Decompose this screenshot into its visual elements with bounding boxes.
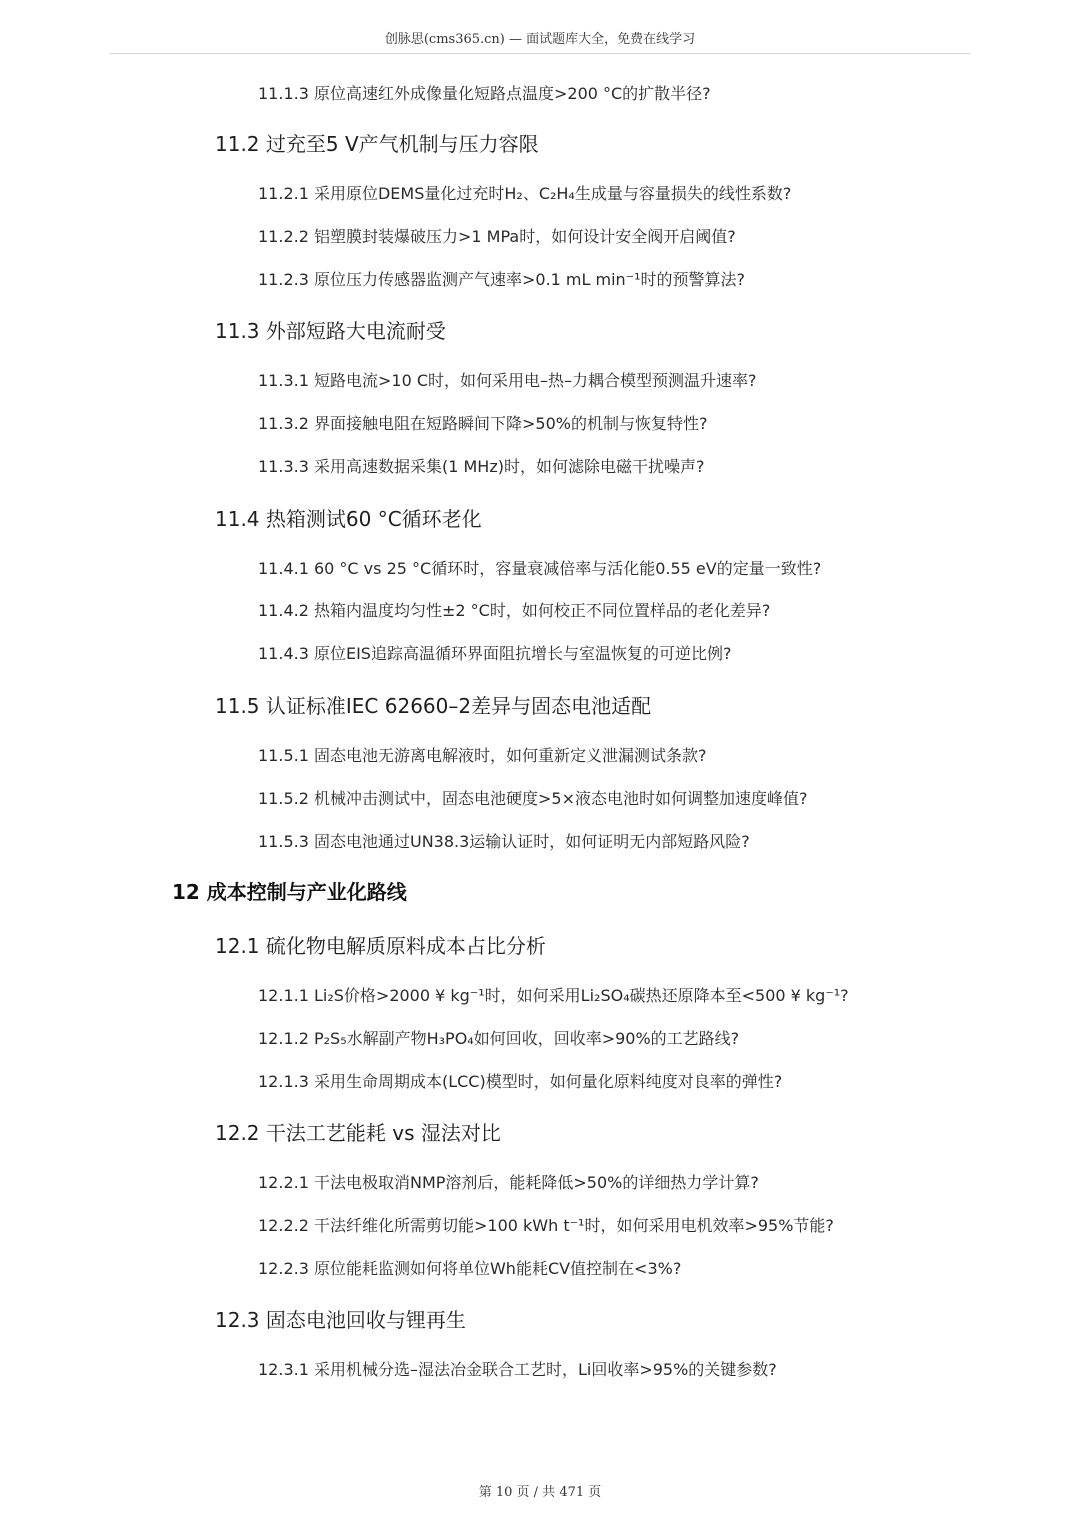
question-12-2-3: 12.2.3 原位能耗监测如何将单位Wh能耗CV值控制在<3%? (258, 1259, 682, 1278)
question-12-1-1: 12.1.1 Li₂S价格>2000 ¥ kg⁻¹时，如何采用Li₂SO₄碳热还原降本至<500 ¥ kg⁻¹? (258, 986, 849, 1005)
question-11-3-1: 11.3.1 短路电流>10 C时，如何采用电–热–力耦合模型预测温升速率? (258, 371, 757, 390)
question-11-5-3: 11.5.3 固态电池通过UN38.3运输认证时，如何证明无内部短路风险? (258, 832, 750, 851)
question-11-2-3: 11.2.3 原位压力传感器监测产气速率>0.1 mL min⁻¹时的预警算法? (258, 270, 746, 289)
question-11-2-1: 11.2.1 采用原位DEMS量化过充时H₂、C₂H₄生成量与容量损失的线性系数? (258, 184, 792, 203)
question-12-1-2: 12.1.2 P₂S₅水解副产物H₃PO₄如何回收，回收率>90%的工艺路线? (258, 1029, 740, 1048)
section-heading-12-1: 12.1 硫化物电解质原料成本占比分析 (215, 934, 546, 958)
section-heading-11-3: 11.3 外部短路大电流耐受 (215, 319, 446, 343)
question-11-2-2: 11.2.2 铝塑膜封装爆破压力>1 MPa时，如何设计安全阀开启阈值? (258, 227, 736, 246)
header-divider (110, 53, 970, 54)
question-12-1-3: 12.1.3 采用生命周期成本(LCC)模型时，如何量化原料纯度对良率的弹性? (258, 1072, 783, 1091)
chapter-heading-12: 12 成本控制与产业化路线 (172, 880, 407, 904)
question-11-4-1: 11.4.1 60 °C vs 25 °C循环时，容量衰减倍率与活化能0.55 eV的定量一致性? (258, 559, 822, 578)
section-heading-11-4: 11.4 热箱测试60 °C循环老化 (215, 507, 482, 531)
question-12-3-1: 12.3.1 采用机械分选–湿法冶金联合工艺时，Li回收率>95%的关键参数? (258, 1360, 777, 1379)
question-12-2-2: 12.2.2 干法纤维化所需剪切能>100 kWh t⁻¹时，如何采用电机效率>95%节能? (258, 1216, 834, 1235)
question-12-2-1: 12.2.1 干法电极取消NMP溶剂后，能耗降低>50%的详细热力学计算? (258, 1173, 759, 1192)
page-footer: 第 10 页 / 共 471 页 (478, 1485, 602, 1500)
question-11-1-3: 11.1.3 原位高速红外成像量化短路点温度>200 °C的扩散半径? (258, 84, 711, 103)
question-11-5-1: 11.5.1 固态电池无游离电解液时，如何重新定义泄漏测试条款? (258, 746, 707, 765)
section-heading-11-2: 11.2 过充至5 V产气机制与压力容限 (215, 132, 539, 156)
question-11-3-2: 11.3.2 界面接触电阻在短路瞬间下降>50%的机制与恢复特性? (258, 414, 708, 433)
question-11-5-2: 11.5.2 机械冲击测试中，固态电池硬度>5×液态电池时如何调整加速度峰值? (258, 789, 808, 808)
section-heading-11-5: 11.5 认证标准IEC 62660–2差异与固态电池适配 (215, 694, 652, 718)
question-11-4-2: 11.4.2 热箱内温度均匀性±2 °C时，如何校正不同位置样品的老化差异? (258, 601, 771, 620)
page-header: 创脉思(cms365.cn) — 面试题库大全，免费在线学习 (384, 32, 696, 47)
section-heading-12-2: 12.2 干法工艺能耗 vs 湿法对比 (215, 1121, 501, 1145)
question-11-3-3: 11.3.3 采用高速数据采集(1 MHz)时，如何滤除电磁干扰噪声? (258, 457, 705, 476)
question-11-4-3: 11.4.3 原位EIS追踪高温循环界面阻抗增长与室温恢复的可逆比例? (258, 644, 732, 663)
section-heading-12-3: 12.3 固态电池回收与锂再生 (215, 1308, 466, 1332)
